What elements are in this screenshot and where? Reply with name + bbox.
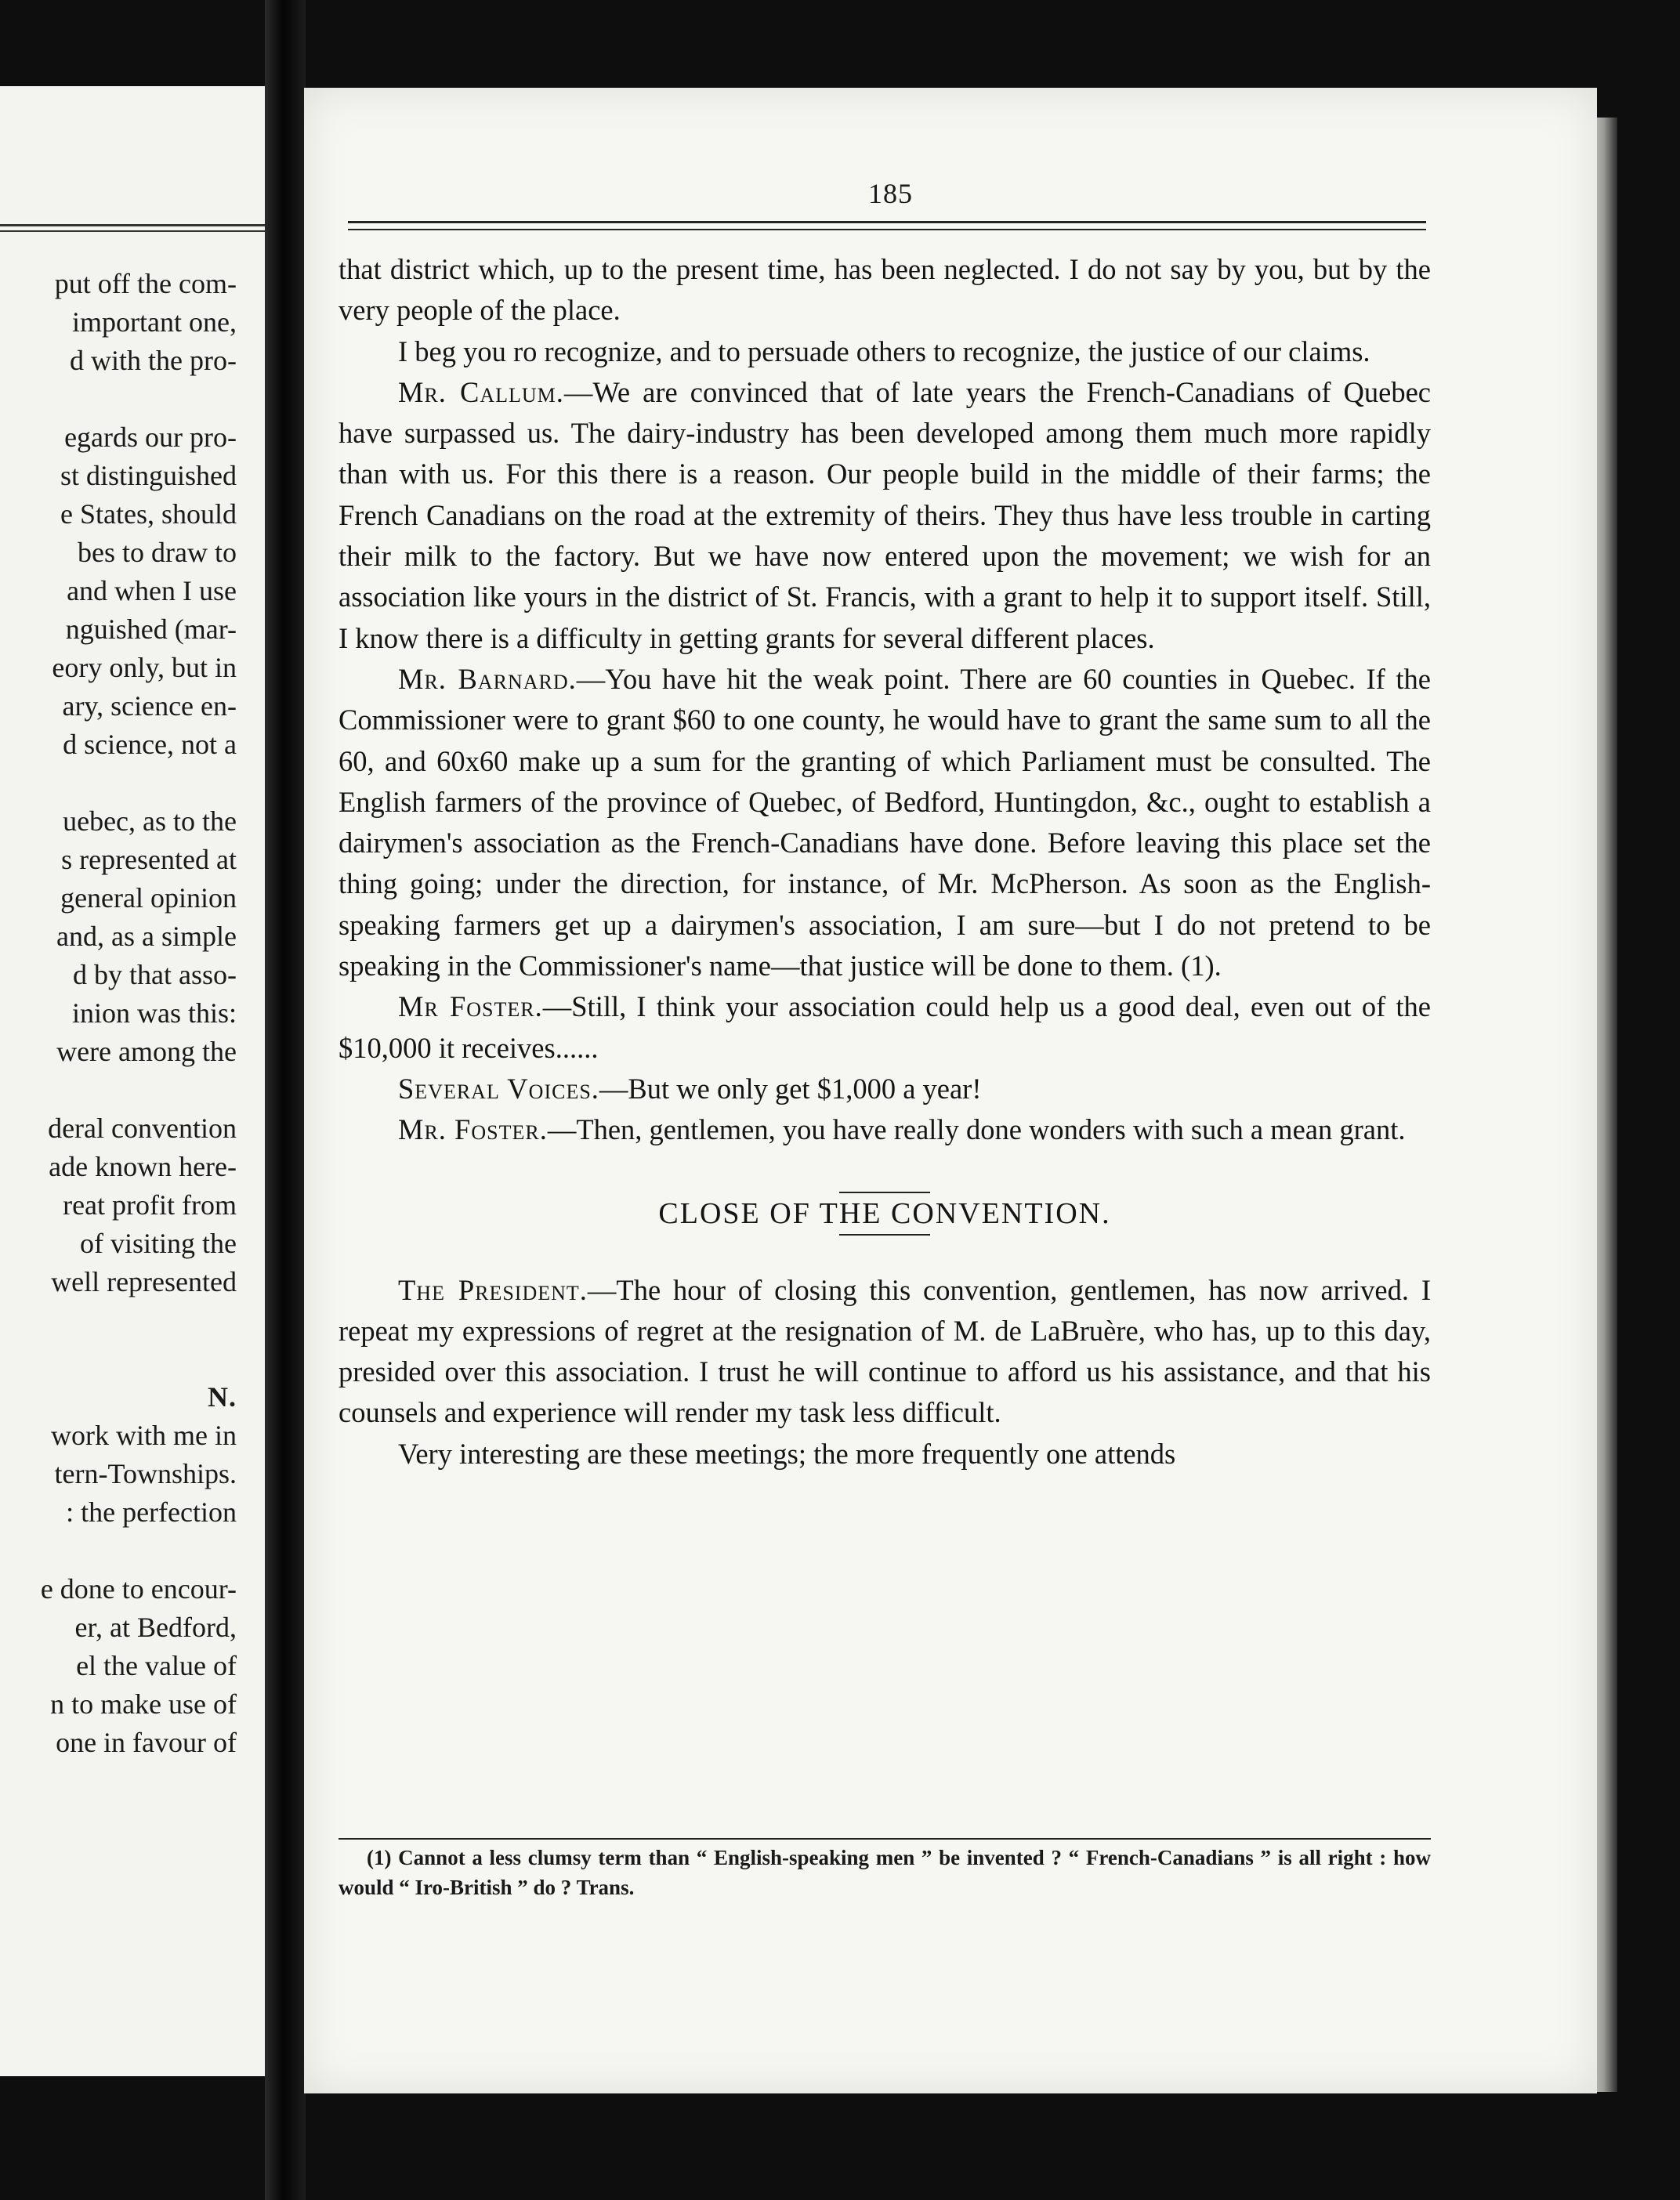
- left-page-gap: [0, 1301, 237, 1340]
- left-page-line: tern-Townships.: [54, 1458, 237, 1489]
- speech-foster: Mr. Foster.—Then, gentlemen, you have really done wonders with such a mean grant.: [398, 1113, 1406, 1146]
- speech-text: Still, I think your association could help us a good deal, even out of the $10,000 it receives......: [339, 990, 1432, 1064]
- left-page-line: general opinion: [60, 882, 237, 914]
- footnote-text: (1) Cannot a less clumsy term than “ English-speaking men ” be invented ? “ French-Canadians ” is all right : how would “ Iro-British ” do ? Trans.: [339, 1846, 1431, 1899]
- left-page-line: well represented: [51, 1266, 237, 1297]
- left-page-line: el the value of: [76, 1650, 237, 1681]
- left-page-line: and, as a simple: [56, 921, 237, 952]
- left-page-line: : the perfection: [66, 1496, 237, 1528]
- speech-foster: Mr Foster.—Still, I think your association could help us a good deal, even out of the $10,000 it receives......: [339, 990, 1432, 1064]
- left-page-gap: [0, 380, 237, 418]
- left-page-line: egards our pro-: [64, 422, 237, 453]
- left-page-line: uebec, as to the: [63, 805, 237, 837]
- left-page-line: were among the: [56, 1036, 237, 1067]
- left-page-line: d by that asso-: [73, 959, 237, 990]
- left-page-line: n to make use of: [50, 1688, 237, 1720]
- footnote: [339, 1843, 1431, 1902]
- paragraph: I beg you ro recognize, and to persuade others to recognize, the justice of our claims.: [398, 335, 1370, 367]
- left-page-line: bes to draw to: [78, 537, 237, 568]
- left-page-fragment: [0, 86, 288, 2076]
- speaker-name: Mr. Foster.: [398, 1113, 548, 1146]
- footnote-rule: [339, 1838, 1431, 1840]
- left-page-line: important one,: [72, 306, 237, 338]
- left-page-line: eory only, but in: [52, 652, 237, 683]
- left-page-line: N.: [208, 1381, 237, 1413]
- left-page-line: deral convention: [48, 1113, 237, 1144]
- left-page-gap: [0, 1071, 237, 1109]
- speaker-name: The President.: [398, 1273, 588, 1306]
- left-page-line: ade known here-: [49, 1151, 237, 1182]
- speaker-name: Mr. Callum.: [398, 375, 564, 408]
- left-page-line: and when I use: [67, 575, 237, 606]
- left-page-gap: [0, 1340, 237, 1378]
- left-page-rule-thin: [0, 230, 288, 232]
- section-rule-bottom: [839, 1234, 930, 1236]
- left-page-line: put off the com-: [54, 268, 237, 299]
- speech-text: You have hit the weak point. There are 60 counties in Quebec. If the Commissioner were to grant $60 to one county, he would have to grant the same sum to all the 60, and 60x60 make up a sum for the granting of which Parliament must be consulted. The English farmers of the province of Quebec, of Bedford, Huntingdon, &c., ought to establish a dairymen's association as the French-Canadians have done. Before leaving this place set the thing going; under the direction, for instance, of Mr. McPherson. As soon as the English-speaking farmers get up a dairymen's association, I am sure—but I do not pretend to be speaking in the Commissioner's name—that justice will be done to them. (1).: [339, 662, 1431, 982]
- speech-callum: Mr. Callum.—We are convinced that of late years the French-Canadians of Quebec have surpassed us. The dairy-industry has been developed among them much more rapidly than with us. For this there is a reason. Our people build in the middle of their farms; the French Canadians on the road at the extremity of theirs. They thus have less trouble in carting their milk to the factory. But we have now entered upon the movement; we wish for an association like yours in the district of St. Francis, with a grant to help it to support itself. Still, I know there is a difficulty in getting grants for several different places.: [339, 375, 1432, 654]
- paragraph: that district which, up to the present time, has been neglected. I do not say by you, but by the very people of the place.: [339, 253, 1431, 327]
- page-number: 185: [868, 178, 913, 209]
- left-page-gap: [0, 764, 237, 802]
- body-text: [339, 249, 1431, 1475]
- left-page-line: ary, science en-: [62, 690, 237, 722]
- left-page-line: e States, should: [60, 498, 237, 530]
- header-rule-thin: [348, 229, 1426, 230]
- left-page-line: s represented at: [61, 844, 237, 875]
- left-page-line: nguished (mar-: [65, 613, 237, 645]
- speech-text: We are convinced that of late years the French-Canadians of Quebec have surpassed us. The dairy-industry has been developed among them much more rapidly than with us. For this there is a reason. Our people build in the middle of their farms; the French Canadians on the road at the extremity of theirs. They thus have less trouble in carting their milk to the factory. But we have now entered upon the movement; we wish for an association like yours in the district of St. Francis, with a grant to help it to support itself. Still, I know there is a difficulty in getting grants for several different places.: [339, 375, 1432, 654]
- speech-text: But we only get $1,000 a year!: [628, 1072, 982, 1105]
- left-page-line: d with the pro-: [70, 345, 237, 376]
- paragraph: Very interesting are these meetings; the more frequently one attends: [398, 1437, 1176, 1470]
- speech-president: The President.—The hour of closing this convention, gentlemen, has now arrived. I repeat my expressions of regret at the resignation of M. de LaBruère, who has, up to this day, presided over this association. I trust he will continue to afford us his assistance, and that his counsels and experience will render my task less difficult.: [339, 1273, 1431, 1429]
- left-page-line: work with me in: [51, 1420, 237, 1451]
- left-page-line: inion was this:: [71, 997, 237, 1029]
- left-page-text: [0, 265, 237, 1762]
- left-page-line: er, at Bedford,: [74, 1612, 237, 1643]
- left-page-line: reat profit from: [63, 1189, 237, 1221]
- left-page-gap: [0, 1532, 237, 1570]
- speech-text: The hour of closing this convention, gentlemen, has now arrived. I repeat my expressions of regret at the resignation of M. de LaBruère, who has, up to this day, presided over this association. I trust he will continue to afford us his assistance, and that his counsels and experience will render my task less difficult.: [339, 1273, 1431, 1429]
- section-heading: CLOSE OF THE CONVENTION.: [658, 1196, 1111, 1230]
- left-page-line: e done to encour-: [40, 1573, 237, 1605]
- left-page-line: st distinguished: [60, 460, 237, 491]
- left-page-line: one in favour of: [56, 1727, 237, 1758]
- speech-text: Then, gentlemen, you have really done wonders with such a mean grant.: [576, 1113, 1406, 1146]
- left-page-rule: [0, 224, 288, 226]
- speaker-name: Several Voices.: [398, 1072, 599, 1105]
- speaker-name: Mr Foster.: [398, 990, 543, 1023]
- header-rule: [348, 221, 1426, 223]
- left-page-line: of visiting the: [80, 1228, 237, 1259]
- speech-barnard: Mr. Barnard.—You have hit the weak point. There are 60 counties in Quebec. If the Commissioner were to grant $60 to one county, he would have to grant the same sum to all the 60, and 60x60 make up a sum for the granting of which Parliament must be consulted. The English farmers of the province of Quebec, of Bedford, Huntingdon, &c., ought to establish a dairymen's association as the French-Canadians have done. Before leaving this place set the thing going; under the direction, for instance, of Mr. McPherson. As soon as the English-speaking farmers get up a dairymen's association, I am sure—but I do not pretend to be speaking in the Commissioner's name—that justice will be done to them. (1).: [339, 662, 1431, 982]
- speech-several-voices: Several Voices.—But we only get $1,000 a year!: [398, 1072, 982, 1105]
- left-page-line: d science, not a: [63, 729, 237, 760]
- book-binding: [265, 0, 306, 2200]
- speaker-name: Mr. Barnard.: [398, 662, 577, 695]
